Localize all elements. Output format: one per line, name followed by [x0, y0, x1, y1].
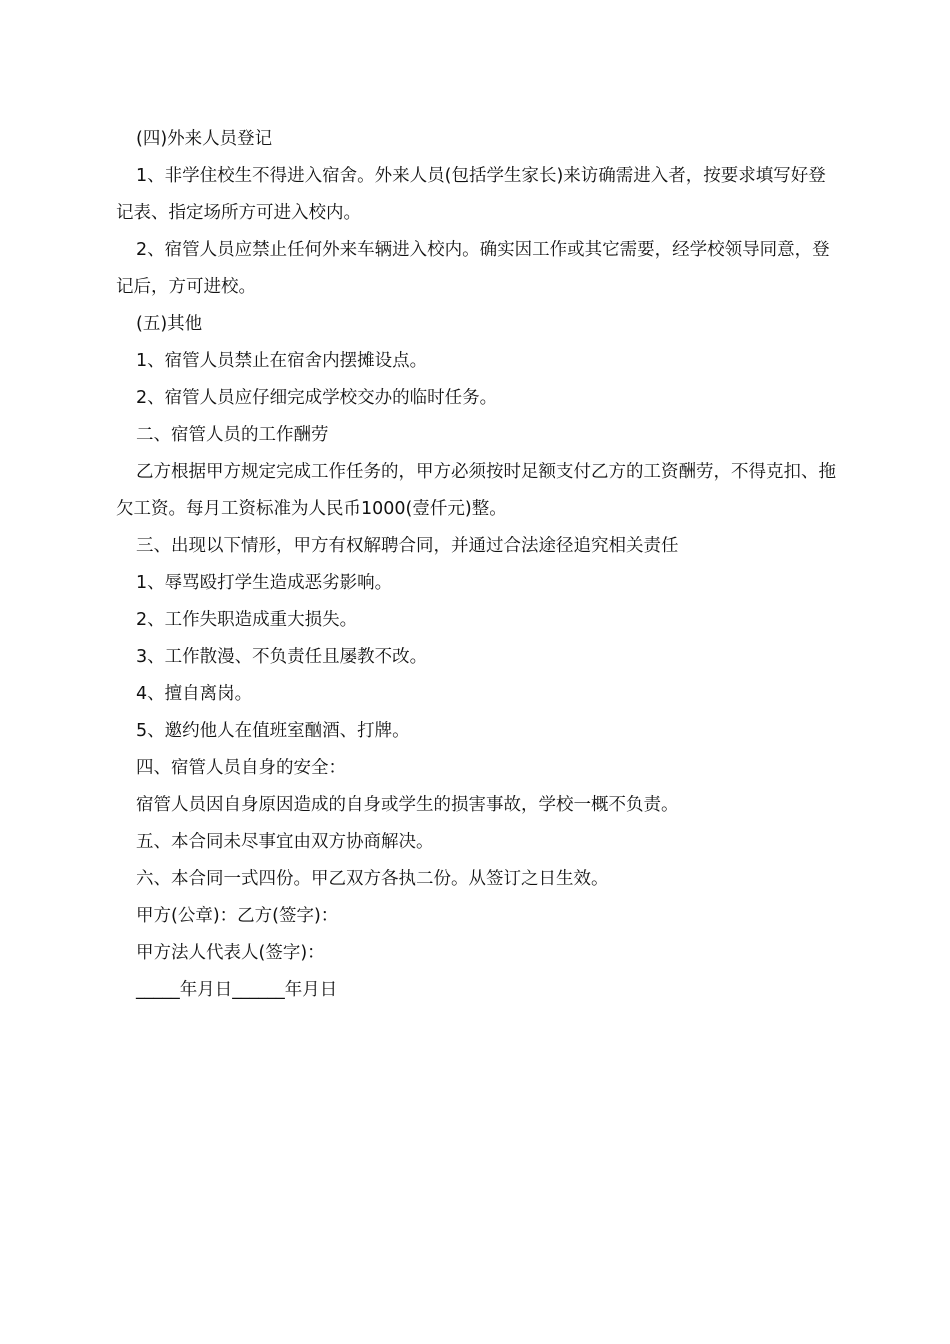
paragraph-remuneration: 乙方根据甲方规定完成工作任务的，甲方必须按时足额支付乙方的工资酬劳，不得克扣、拖欠工资。每月工资标准为人民币1000(壹仟元)整。	[116, 462, 836, 519]
paragraph-dismissal-5: 5、邀约他人在值班室酗酒、打牌。	[136, 721, 410, 741]
paragraph-copies: 六、本合同一式四份。甲乙双方各执二份。从签订之日生效。	[136, 869, 609, 889]
section-heading-safety: 四、宿管人员自身的安全：	[136, 758, 346, 778]
paragraph-visitor-rule-1: 1、非学住校生不得进入宿舍。外来人员(包括学生家长)来访确需进入者，按要求填写好登记表、指定场所方可进入校内。	[116, 166, 826, 223]
section-heading-dismissal: 三、出现以下情形，甲方有权解聘合同，并通过合法途径追究相关责任	[136, 536, 679, 556]
paragraph-dismissal-3: 3、工作散漫、不负责任且屡教不改。	[136, 647, 428, 667]
paragraph-dismissal-4: 4、擅自离岗。	[136, 684, 253, 704]
paragraph-other-rule-1: 1、宿管人员禁止在宿舍内摆摊设点。	[136, 351, 428, 371]
paragraph-unresolved-matters: 五、本合同未尽事宜由双方协商解决。	[136, 832, 434, 852]
signature-line-dates: _____年月日______年月日	[136, 980, 338, 1000]
paragraph-visitor-rule-2: 2、宿管人员应禁止任何外来车辆进入校内。确实因工作或其它需要，经学校领导同意，登记后，方可进校。	[116, 240, 830, 297]
section-heading-other: (五)其他	[136, 314, 203, 334]
document-body	[116, 121, 836, 1009]
section-heading-remuneration: 二、宿管人员的工作酬劳	[136, 425, 329, 445]
signature-line-parties: 甲方(公章)：乙方(签字)：	[136, 906, 339, 926]
paragraph-dismissal-2: 2、工作失职造成重大损失。	[136, 610, 358, 630]
paragraph-other-rule-2: 2、宿管人员应仔细完成学校交办的临时任务。	[136, 388, 498, 408]
section-heading-visitor-registration: (四)外来人员登记	[136, 129, 273, 149]
paragraph-safety: 宿管人员因自身原因造成的自身或学生的损害事故，学校一概不负责。	[136, 795, 679, 815]
signature-line-legal-rep: 甲方法人代表人(签字)：	[136, 943, 325, 963]
paragraph-dismissal-1: 1、辱骂殴打学生造成恶劣影响。	[136, 573, 393, 593]
